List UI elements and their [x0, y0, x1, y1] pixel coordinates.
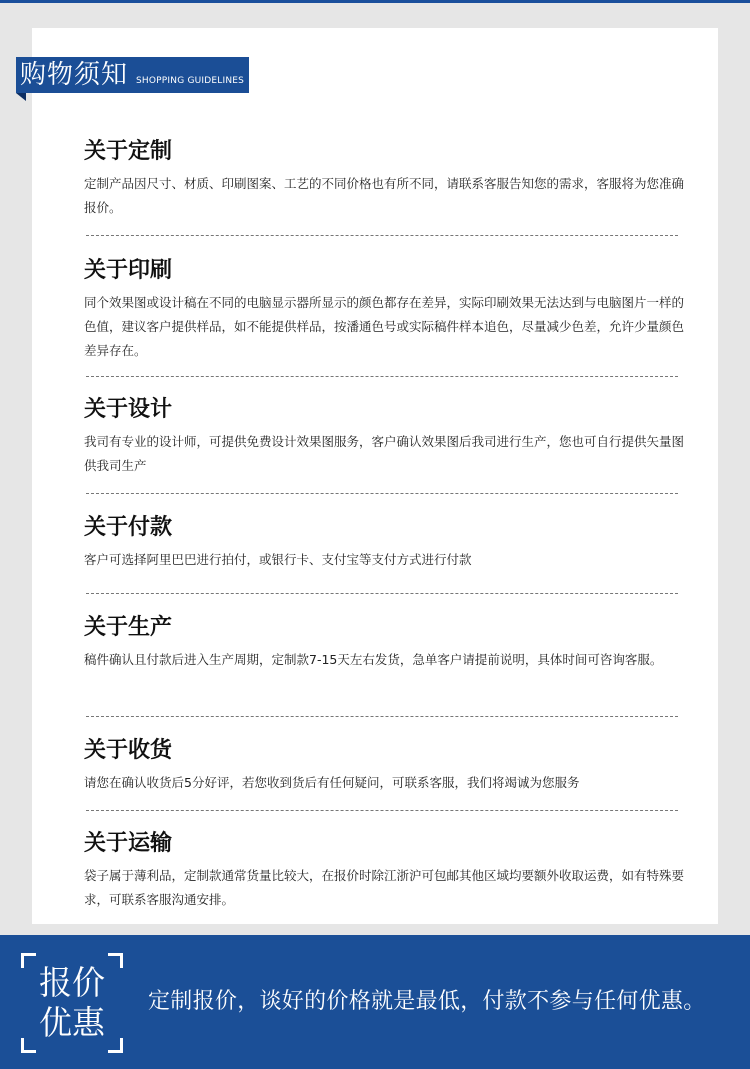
section-divider [86, 493, 678, 494]
footer-notice: 定制报价，谈好的价格就是最低，付款不参与任何优惠。 [148, 989, 706, 1014]
section-receiving [84, 737, 684, 795]
section-divider [86, 376, 678, 377]
section-divider [86, 716, 678, 717]
section-body: 定制产品因尺寸、材质、印刷图案、工艺的不同价格也有所不同，请联系客服告知您的需求，客服将为您准确报价。 [84, 176, 685, 215]
section-body: 稿件确认且付款后进入生产周期，定制款7-15天左右发货，急单客户请提前说明，具体时间可咨询客服。 [84, 652, 663, 667]
section-title: 关于定制 [84, 139, 173, 164]
badge-line-1: 报价 [39, 963, 105, 1002]
section-body: 客户可选择阿里巴巴进行拍付，或银行卡、支付宝等支付方式进行付款 [84, 552, 472, 567]
section-title: 关于印刷 [84, 258, 173, 283]
section-divider [86, 235, 678, 236]
badge-line-2: 优惠 [39, 1003, 105, 1042]
section-shipping [84, 830, 684, 912]
guidelines-header-tab [16, 57, 249, 93]
section-body: 袋子属于薄利品，定制款通常货量比较大，在报价时除江浙沪可包邮其他区域均要额外收取运费，如有特殊要求，可联系客服沟通安排。 [84, 868, 685, 907]
section-customization [84, 138, 684, 220]
section-title: 关于运输 [84, 831, 173, 856]
section-body: 我司有专业的设计师，可提供免费设计效果图服务，客户确认效果图后我司进行生产，您也可自行提供矢量图供我司生产 [84, 434, 685, 473]
guidelines-subtitle: SHOPPING GUIDELINES [136, 76, 245, 86]
top-accent-line [0, 0, 750, 3]
section-title: 关于设计 [84, 397, 173, 422]
section-divider [86, 593, 678, 594]
section-title: 关于收货 [84, 738, 173, 763]
guidelines-title: 购物须知 [20, 60, 129, 90]
section-body: 请您在确认收货后5分好评，若您收到货后有任何疑问，可联系客服，我们将竭诚为您服务 [84, 775, 580, 790]
badge-text [21, 963, 123, 1043]
section-title: 关于生产 [84, 615, 173, 640]
section-printing [84, 257, 684, 363]
section-design [84, 396, 684, 478]
section-title: 关于付款 [84, 515, 173, 540]
section-production [84, 614, 684, 672]
quote-discount-badge [21, 953, 123, 1053]
section-divider [86, 810, 678, 811]
section-payment [84, 514, 684, 572]
section-body: 同个效果图或设计稿在不同的电脑显示器所显示的颜色都存在差异，实际印刷效果无法达到与电脑图片一样的色值，建议客户提供样品，如不能提供样品，按潘通色号或实际稿件样本追色，尽量减少色差，允许少量颜色差异存在。 [84, 295, 685, 358]
footer-banner [0, 935, 750, 1069]
